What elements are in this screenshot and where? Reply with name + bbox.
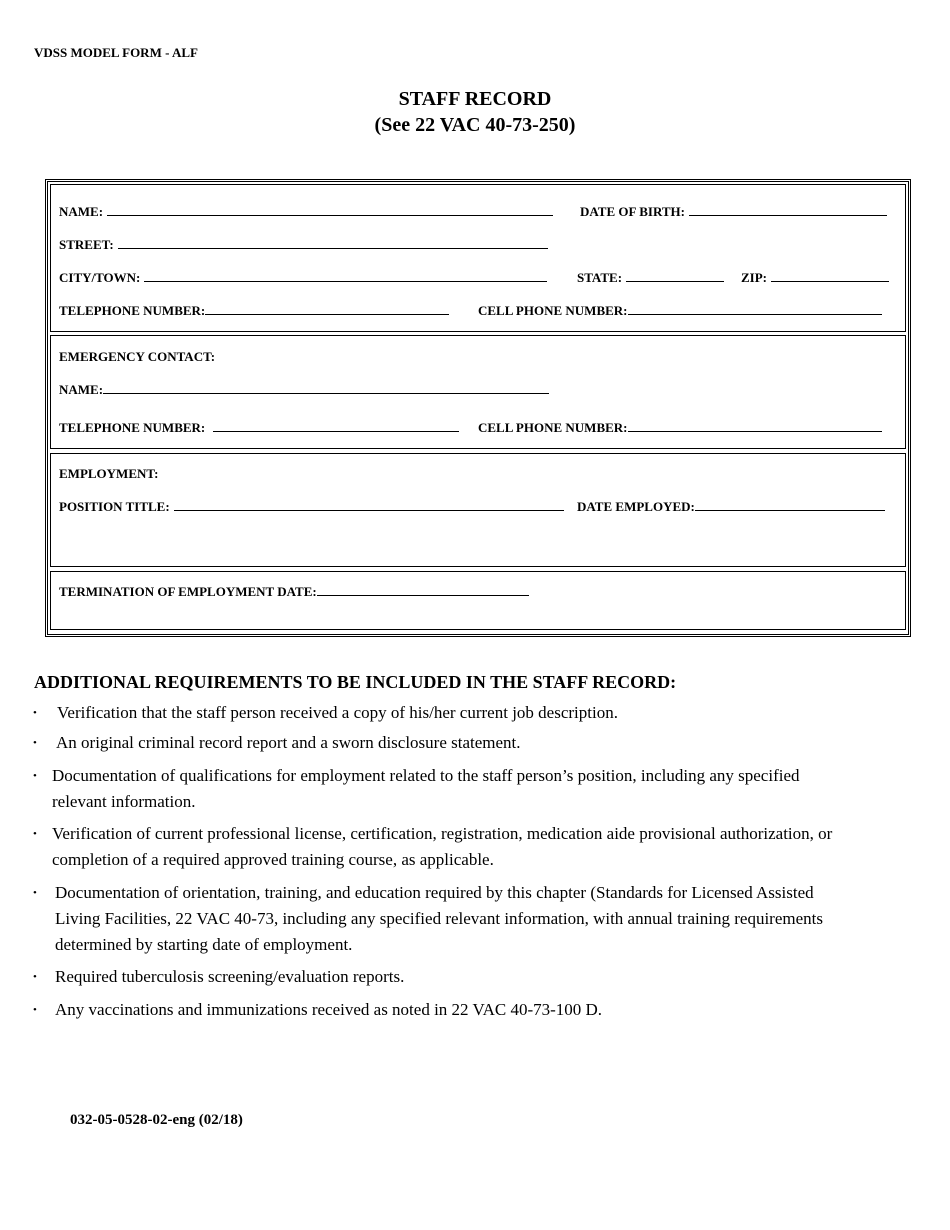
form-code: 032-05-0528-02-eng (02/18) — [70, 1112, 243, 1128]
termination-date-line[interactable] — [317, 584, 529, 596]
requirements-heading: ADDITIONAL REQUIREMENTS TO BE INCLUDED IN THE STAFF RECORD: — [34, 672, 677, 692]
zip-label: ZIP: — [741, 270, 767, 285]
requirement-line: Any vaccinations and immunizations received as noted in 22 VAC 40-73-100 D. — [55, 1000, 603, 1019]
termination-section — [50, 571, 906, 630]
street-field[interactable] — [59, 237, 548, 253]
termination-date-label: TERMINATION OF EMPLOYMENT DATE: — [59, 584, 317, 599]
emergency-name-field[interactable] — [59, 382, 549, 398]
cell-label: CELL PHONE NUMBER: — [478, 303, 628, 318]
state-line[interactable] — [626, 270, 724, 282]
emergency-cell-label: CELL PHONE NUMBER: — [478, 420, 628, 435]
requirement-item — [56, 730, 521, 756]
name-label: NAME: — [59, 204, 104, 219]
requirement-item — [55, 880, 823, 958]
zip-line[interactable] — [771, 270, 889, 282]
date-employed-label: DATE EMPLOYED: — [577, 499, 695, 514]
dob-field[interactable] — [580, 204, 887, 220]
state-field[interactable] — [577, 270, 724, 286]
requirement-item — [57, 700, 618, 726]
bullet-icon: • — [33, 887, 37, 899]
requirement-line: Documentation of orientation, training, and education required by this chapter (Standards for Licensed Assisted — [55, 883, 814, 902]
employment-heading: EMPLOYMENT: — [59, 466, 159, 481]
requirement-item — [55, 997, 602, 1023]
position-title-field[interactable] — [59, 499, 564, 515]
phone-label: TELEPHONE NUMBER: — [59, 303, 206, 318]
requirement-line: Required tuberculosis screening/evaluation reports. — [55, 967, 405, 986]
emergency-cell-line[interactable] — [628, 420, 882, 432]
phone-field[interactable] — [59, 303, 449, 319]
name-field[interactable] — [59, 204, 553, 220]
emergency-heading: EMERGENCY CONTACT: — [59, 349, 216, 364]
requirement-item — [52, 763, 800, 815]
city-line[interactable] — [144, 270, 547, 282]
city-label: CITY/TOWN: — [59, 270, 141, 285]
date-employed-line[interactable] — [695, 499, 885, 511]
position-title-label: POSITION TITLE: — [59, 499, 170, 514]
requirement-line: determined by starting date of employment. — [55, 935, 353, 954]
dob-label: DATE OF BIRTH: — [580, 204, 685, 219]
zip-field[interactable] — [741, 270, 889, 286]
form-tag: VDSS MODEL FORM - ALF — [34, 45, 198, 60]
date-employed-field[interactable] — [577, 499, 885, 515]
position-title-line[interactable] — [174, 499, 564, 511]
emergency-name-line[interactable] — [103, 382, 549, 394]
requirement-line: Verification that the staff person received a copy of his/her current job description. — [57, 703, 618, 722]
bullet-icon: • — [33, 1004, 37, 1016]
emergency-phone-line[interactable] — [213, 420, 459, 432]
page-subtitle: (See 22 VAC 40-73-250) — [374, 114, 576, 136]
requirement-line: Living Facilities, 22 VAC 40-73, including any specified relevant information, with annual training requirements — [55, 909, 823, 928]
requirement-line: Documentation of qualifications for employment related to the staff person’s position, including any specified — [52, 766, 800, 785]
requirement-line: relevant information. — [52, 792, 196, 811]
page-title: STAFF RECORD — [398, 88, 552, 110]
name-line[interactable] — [107, 204, 553, 216]
cell-line[interactable] — [628, 303, 882, 315]
personal-info-section — [50, 184, 906, 332]
requirement-line: completion of a required approved training course, as applicable. — [52, 850, 494, 869]
state-label: STATE: — [577, 270, 623, 285]
street-label: STREET: — [59, 237, 114, 252]
requirement-line: Verification of current professional license, certification, registration, medication aide provisional authorization, or — [52, 824, 833, 843]
employment-section — [50, 453, 906, 567]
dob-line[interactable] — [689, 204, 887, 216]
emergency-phone-field[interactable] — [59, 420, 459, 436]
requirement-item — [52, 821, 832, 873]
city-field[interactable] — [59, 270, 547, 286]
bullet-icon: • — [33, 770, 37, 782]
bullet-icon: • — [33, 828, 37, 840]
street-line[interactable] — [118, 237, 548, 249]
cell-field[interactable] — [478, 303, 882, 319]
bullet-icon: • — [33, 737, 37, 749]
emergency-cell-field[interactable] — [478, 420, 882, 436]
bullet-icon: • — [33, 971, 37, 983]
requirement-item — [55, 964, 404, 990]
emergency-name-label: NAME: — [59, 382, 104, 397]
emergency-phone-label: TELEPHONE NUMBER: — [59, 420, 206, 435]
requirement-line: An original criminal record report and a sworn disclosure statement. — [56, 733, 521, 752]
phone-line[interactable] — [205, 303, 449, 315]
emergency-contact-section — [50, 335, 906, 449]
staff-record-form — [45, 179, 911, 637]
termination-date-field[interactable] — [59, 584, 529, 600]
bullet-icon: • — [33, 707, 37, 719]
